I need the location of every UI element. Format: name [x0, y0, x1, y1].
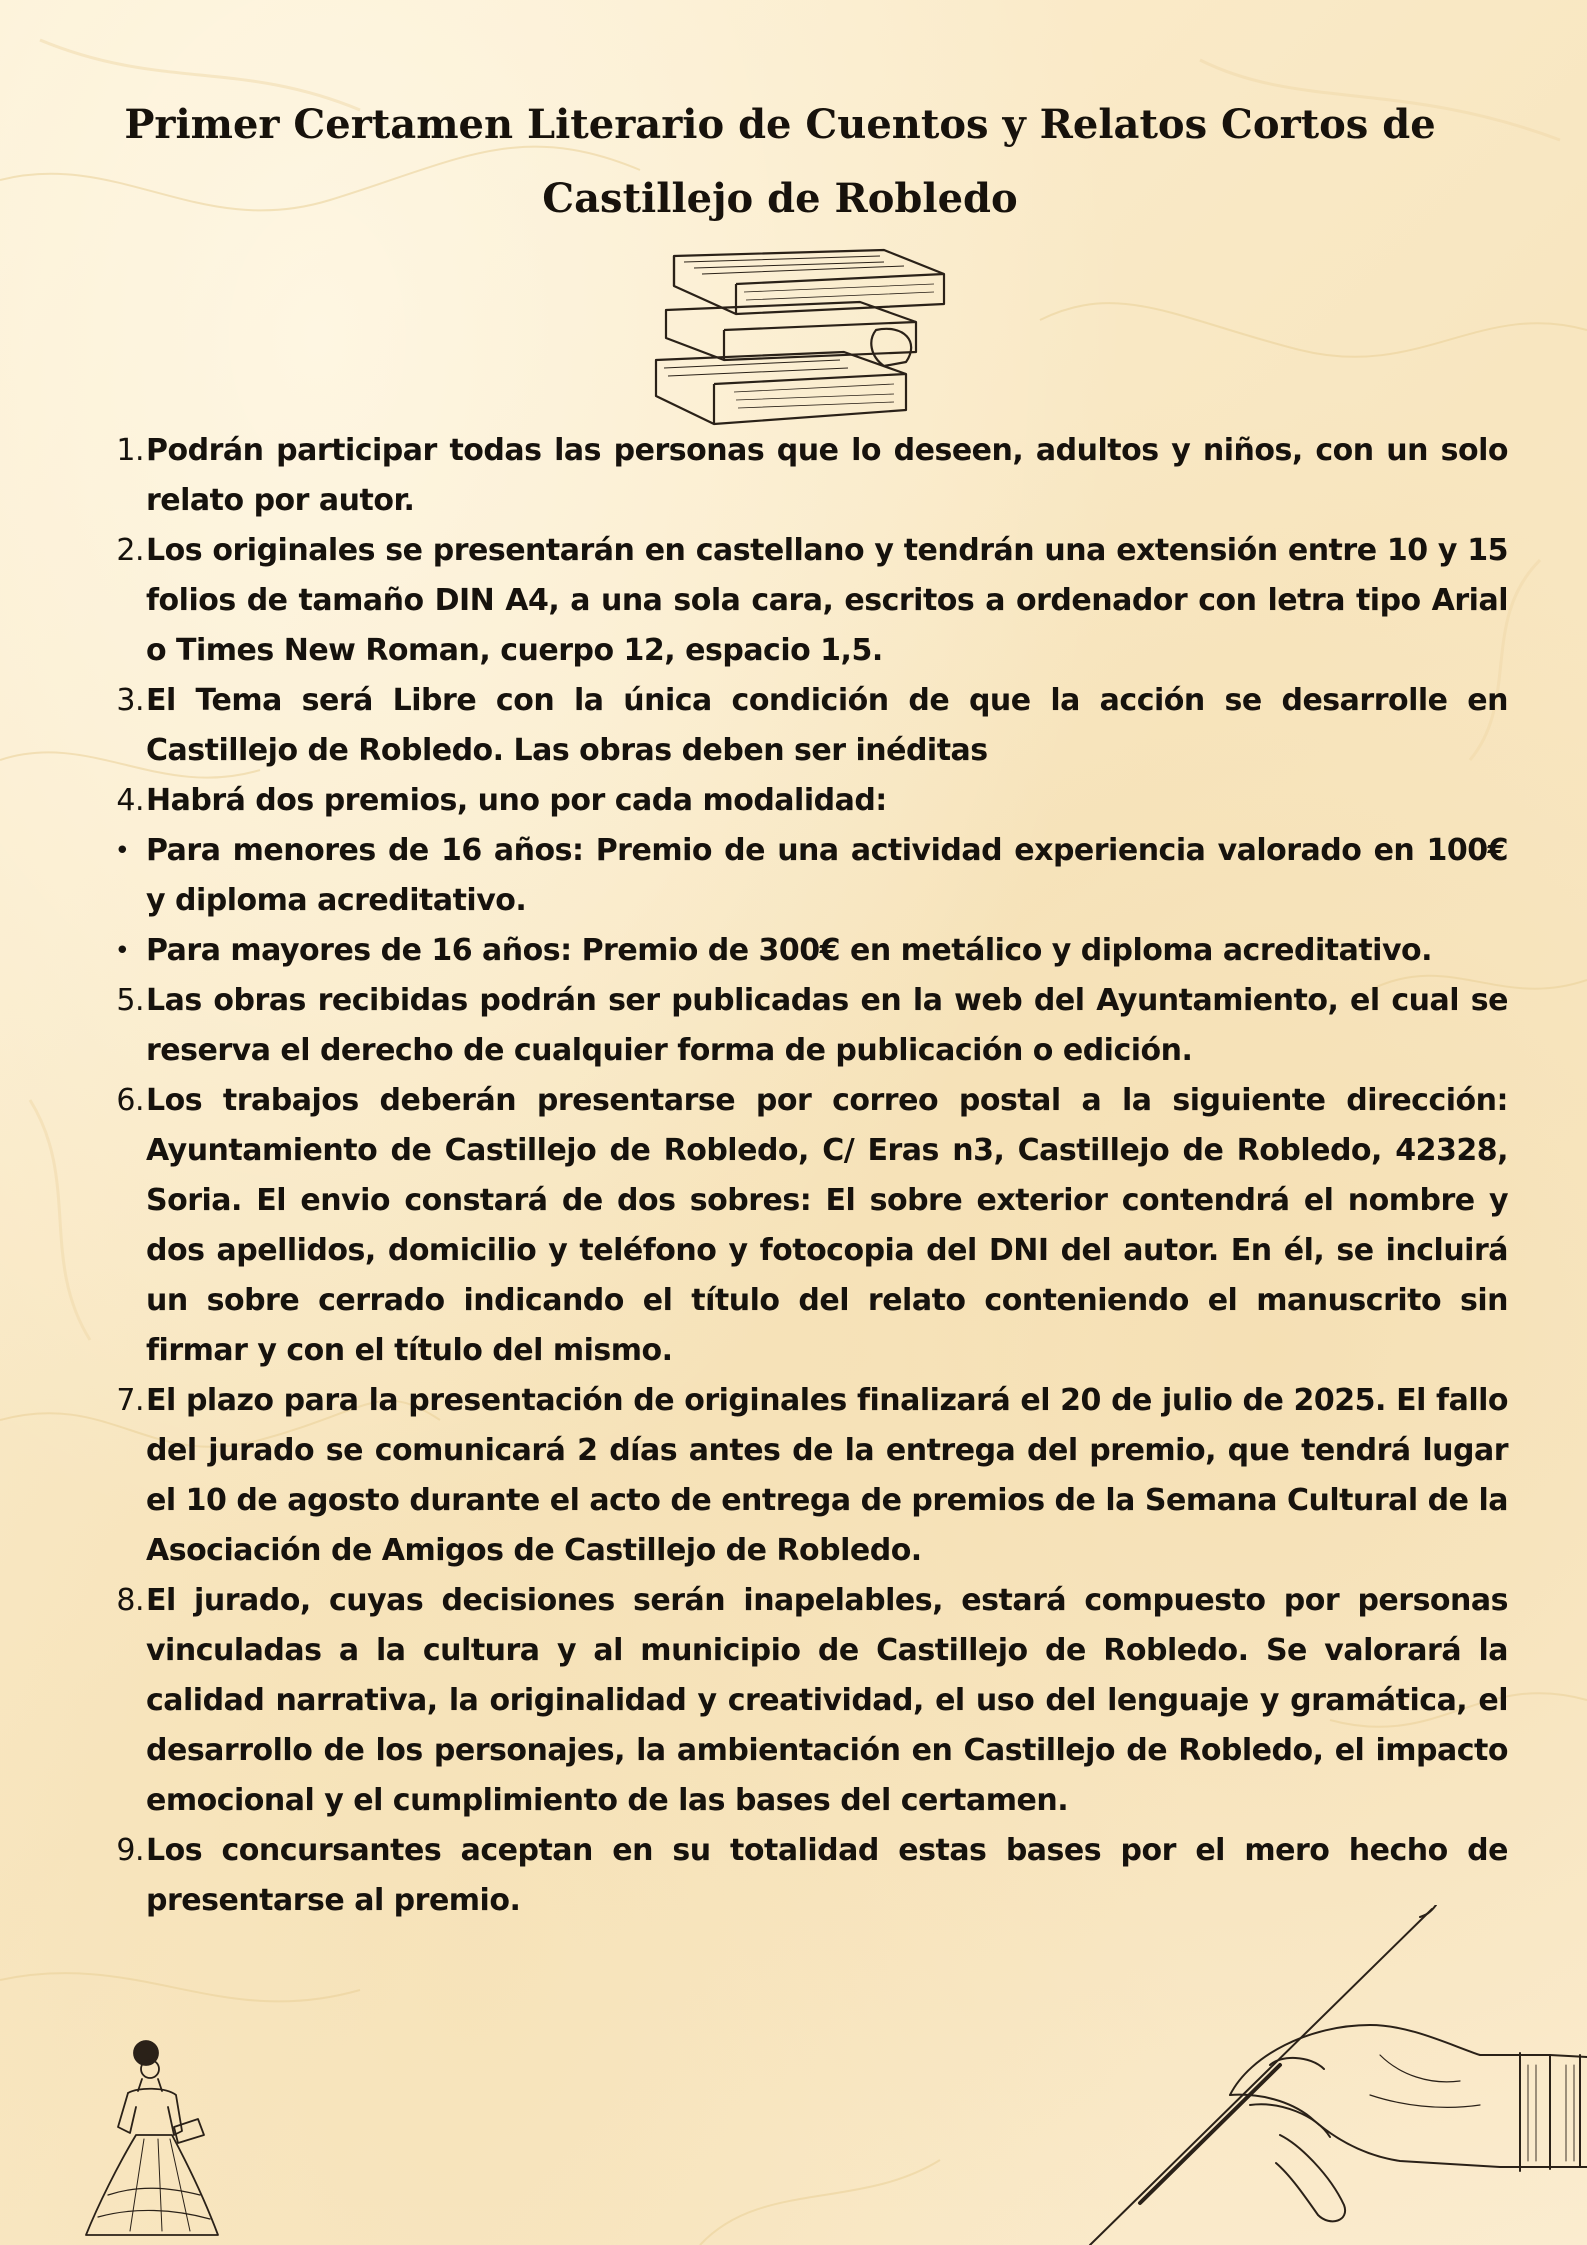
stacked-books-icon [644, 244, 964, 434]
list-marker: 2. [116, 533, 144, 568]
reading-lady-icon [78, 2035, 228, 2240]
writing-hand-quill-icon [1080, 1905, 1587, 2245]
rule-text: El Tema será Libre con la única condición de que la acción se desarrolle en Castillejo de Robledo. Las obras deben ser inéditas [146, 683, 1508, 768]
rule-item-2 [104, 526, 1508, 676]
prize-item-over-16 [104, 926, 1508, 976]
list-marker: 9. [116, 1833, 144, 1868]
rule-item-1 [104, 426, 1508, 526]
rule-text: Los originales se presentarán en castellano y tendrán una extensión entre 10 y 15 folios de tamaño DIN A4, a una sola cara, escritos a ordenador con letra tipo Arial o Times New Roman, cuerpo 12, espacio 1,5. [146, 533, 1508, 668]
list-marker: 4. [116, 783, 144, 818]
rule-text: Las obras recibidas podrán ser publicadas en la web del Ayuntamiento, el cual se reserva el derecho de cualquier forma de publicación o edición. [146, 983, 1508, 1068]
rule-text: Podrán participar todas las personas que lo deseen, adultos y niños, con un solo relato por autor. [146, 433, 1508, 518]
rule-text: Los trabajos deberán presentarse por correo postal a la siguiente dirección: Ayuntamiento de Castillejo de Robledo, C/ Eras n3, Castillejo de Robledo, 42328, Soria. El envio constará de dos sobres: El sobre exterior contendrá el nombre y dos apellidos, domicilio y teléfono y fotocopia del DNI del autor. En él, se incluirá un sobre cerrado indicando el título del relato conteniendo el manuscrito sin firmar y con el título del mismo. [146, 1083, 1508, 1368]
list-marker: 8. [116, 1583, 144, 1618]
rule-item-3 [104, 676, 1508, 776]
rule-text: Los concursantes aceptan en su totalidad estas bases por el mero hecho de presentarse al premio. [146, 1833, 1508, 1918]
list-marker: 3. [116, 683, 144, 718]
rule-text: El jurado, cuyas decisiones serán inapelables, estará compuesto por personas vinculadas a la cultura y al municipio de Castillejo de Robledo. Se valorará la calidad narrativa, la originalidad y creatividad, el uso del lenguaje y gramática, el desarrollo de los personajes, la ambientación en Castillejo de Robledo, el impacto emocional y el cumplimiento de las bases del certamen. [146, 1583, 1508, 1818]
rule-text: Para menores de 16 años: Premio de una actividad experiencia valorado en 100€ y diploma acreditativo. [146, 833, 1508, 918]
rule-item-7 [104, 1376, 1508, 1576]
rule-item-6 [104, 1076, 1508, 1376]
list-marker: 7. [116, 1383, 144, 1418]
rule-item-8 [104, 1576, 1508, 1826]
page-title: Primer Certamen Literario de Cuentos y Relatos Cortos de Castillejo de Robledo [124, 101, 1436, 222]
list-marker: 1. [116, 433, 144, 468]
rules-list [104, 426, 1508, 1926]
rule-item-5 [104, 976, 1508, 1076]
list-marker: 6. [116, 1083, 144, 1118]
rule-item-4 [104, 776, 1508, 826]
prize-item-under-16 [104, 826, 1508, 926]
rule-text: Para mayores de 16 años: Premio de 300€ en metálico y diploma acreditativo. [146, 933, 1433, 968]
rule-text: El plazo para la presentación de originales finalizará el 20 de julio de 2025. El fallo del jurado se comunicará 2 días antes de la entrega del premio, que tendrá lugar el 10 de agosto durante el acto de entrega de premios de la Semana Cultural de la Asociación de Amigos de Castillejo de Robledo. [146, 1383, 1508, 1568]
rule-text: Habrá dos premios, uno por cada modalidad: [146, 783, 887, 818]
bullet-marker: • [114, 936, 130, 966]
list-marker: 5. [116, 983, 144, 1018]
bullet-marker: • [114, 836, 130, 866]
